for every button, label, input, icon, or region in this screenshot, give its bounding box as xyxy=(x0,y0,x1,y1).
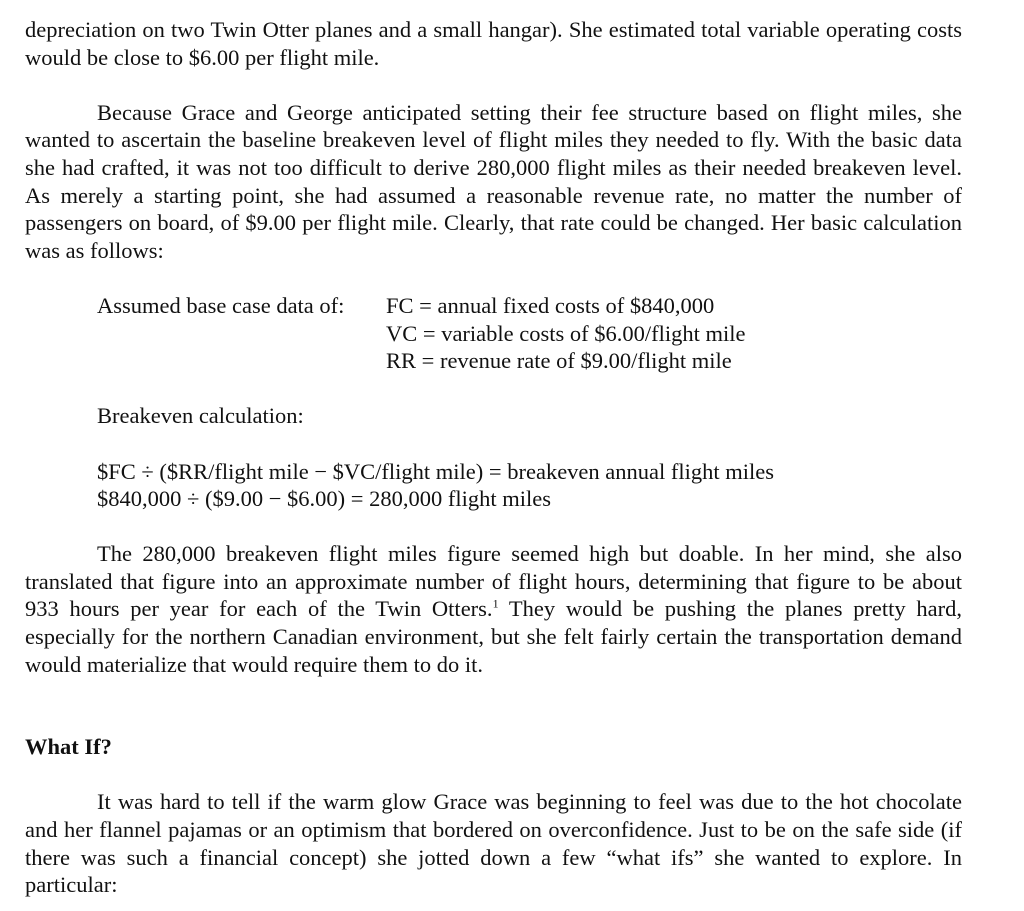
paragraph-flight-hours xyxy=(25,540,962,678)
formula-line: $FC ÷ ($RR/flight mile − $VC/flight mile) = breakeven annual flight miles xyxy=(97,458,775,484)
base-case-data xyxy=(97,292,962,375)
base-case-lines xyxy=(386,292,746,375)
variable-costs-line: VC = variable costs of $6.00/flight mile xyxy=(386,320,746,346)
section-heading-what-if: What If? xyxy=(25,734,112,760)
flight-hours-text: The 280,000 breakeven flight miles figure seemed high but doable. In her mind, she also translated that figure into an approximate number of flight hours, determining that figure to be about 933 hours per year for each of the Twin Otters. xyxy=(25,541,962,622)
flight-hours-text-continued: They would be pushing the planes pretty hard, especially for the northern Canadian environment, but she felt fairly certain the transportation demand would materialize that would require them to do it. xyxy=(25,596,963,677)
document-page xyxy=(25,16,962,899)
revenue-rate-line: RR = revenue rate of $9.00/flight mile xyxy=(386,348,732,374)
paragraph-breakeven-intro: Because Grace and George anticipated setting their fee structure based on flight miles, she wanted to ascertain the baseline breakeven level of flight miles they needed to fly. With the basic data she had crafted, it was not too difficult to derive 280,000 flight miles as their needed breakeven level. As merely a starting point, she had assumed a reasonable revenue rate, no matter the number of passengers on board, of $9.00 per flight mile. Clearly, that rate could be changed. Her basic calculation was as follows: xyxy=(25,99,962,263)
paragraph-what-ifs: It was hard to tell if the warm glow Grace was beginning to feel was due to the hot chocolate and her flannel pajamas or an optimism that bordered on overconfidence. Just to be on the safe side (if there was such a financial concept) she jotted down a few “what ifs” she wanted to explore. In particular: xyxy=(25,789,962,898)
fixed-costs-line: FC = annual fixed costs of $840,000 xyxy=(386,292,715,318)
footnote-marker: 1 xyxy=(492,596,499,611)
base-case-label: Assumed base case data of: xyxy=(97,292,345,318)
breakeven-formula xyxy=(97,458,962,513)
paragraph-operating-costs: depreciation on two Twin Otter planes and a small hangar). She estimated total variable operating costs would be close to $6.00 per flight mile. xyxy=(25,17,962,70)
formula-result-line: $840,000 ÷ ($9.00 − $6.00) = 280,000 flight miles xyxy=(97,486,551,512)
breakeven-calculation-label: Breakeven calculation: xyxy=(97,403,304,429)
